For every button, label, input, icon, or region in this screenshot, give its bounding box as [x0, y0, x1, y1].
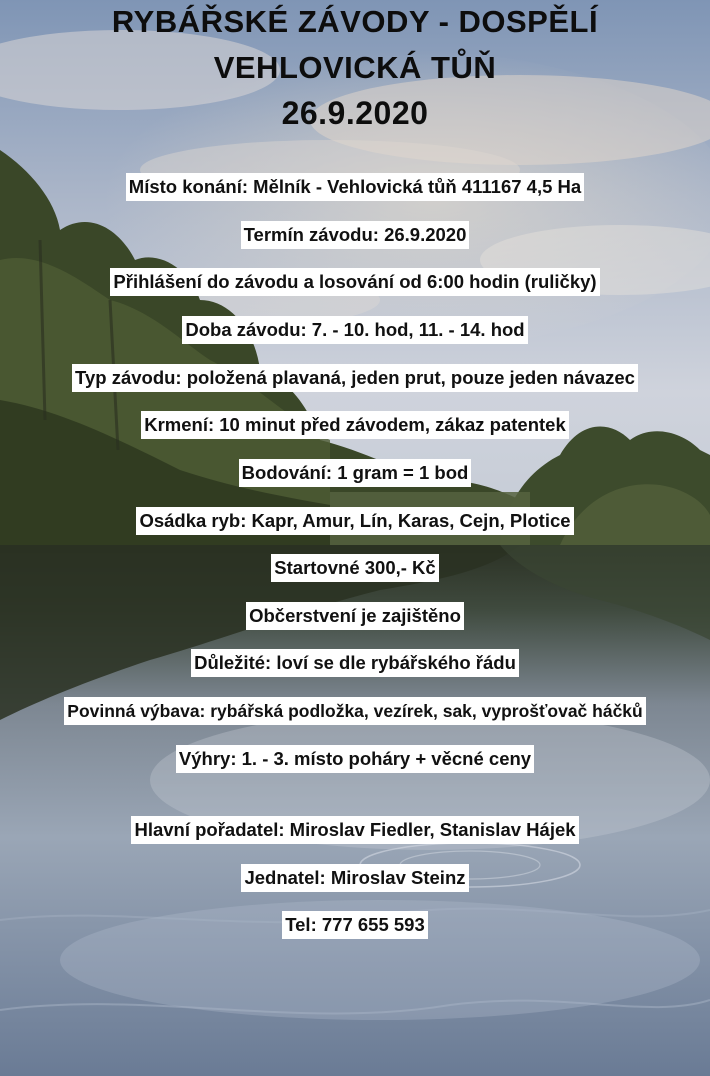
- info-fee-row: [0, 554, 710, 582]
- info-prizes-row: [0, 745, 710, 773]
- info-registration-row: [0, 268, 710, 296]
- contact-phone-row: [0, 911, 710, 939]
- info-date-row: [0, 221, 710, 249]
- info-equipment-row: [0, 697, 710, 725]
- poster-title-date: 26.9.2020: [281, 95, 429, 131]
- info-fish-stock-row: [0, 507, 710, 535]
- info-feeding: Krmení: 10 minut před závodem, zákaz patentek: [141, 411, 569, 439]
- info-venue: Místo konání: Mělník - Vehlovická tůň 411167 4,5 Ha: [126, 173, 584, 201]
- info-refreshments-row: [0, 602, 710, 630]
- contact-manager: Jednatel: Miroslav Steinz: [241, 864, 468, 892]
- info-type: Typ závodu: položená plavaná, jeden prut, pouze jeden návazec: [72, 364, 638, 392]
- info-date: Termín závodu: 26.9.2020: [241, 221, 470, 249]
- poster-title-line-1: RYBÁŘSKÉ ZÁVODY - DOSPĚLÍ: [111, 4, 599, 39]
- info-registration: Přihlášení do závodu a losování od 6:00 hodin (ruličky): [110, 268, 599, 296]
- info-duration-row: [0, 316, 710, 344]
- info-fish-stock: Osádka ryb: Kapr, Amur, Lín, Karas, Cejn, Plotice: [136, 507, 573, 535]
- info-important: Důležité: loví se dle rybářského řádu: [191, 649, 519, 677]
- info-venue-row: [0, 173, 710, 201]
- info-refreshments: Občerstvení je zajištěno: [246, 602, 464, 630]
- contact-organizers-row: [0, 816, 710, 844]
- contact-manager-row: [0, 864, 710, 892]
- info-important-row: [0, 649, 710, 677]
- info-scoring: Bodování: 1 gram = 1 bod: [239, 459, 472, 487]
- info-equipment: Povinná výbava: rybářská podložka, vezírek, sak, vyprošťovač háčků: [64, 697, 645, 725]
- info-fee: Startovné 300,- Kč: [271, 554, 438, 582]
- poster-title-line-2: VEHLOVICKÁ TŮŇ: [213, 50, 497, 85]
- info-scoring-row: [0, 459, 710, 487]
- info-type-row: [0, 364, 710, 392]
- info-duration: Doba závodu: 7. - 10. hod, 11. - 14. hod: [182, 316, 527, 344]
- contact-organizers: Hlavní pořadatel: Miroslav Fiedler, Stanislav Hájek: [131, 816, 578, 844]
- info-prizes: Výhry: 1. - 3. místo poháry + věcné ceny: [176, 745, 534, 773]
- info-feeding-row: [0, 411, 710, 439]
- contact-phone: Tel: 777 655 593: [282, 911, 428, 939]
